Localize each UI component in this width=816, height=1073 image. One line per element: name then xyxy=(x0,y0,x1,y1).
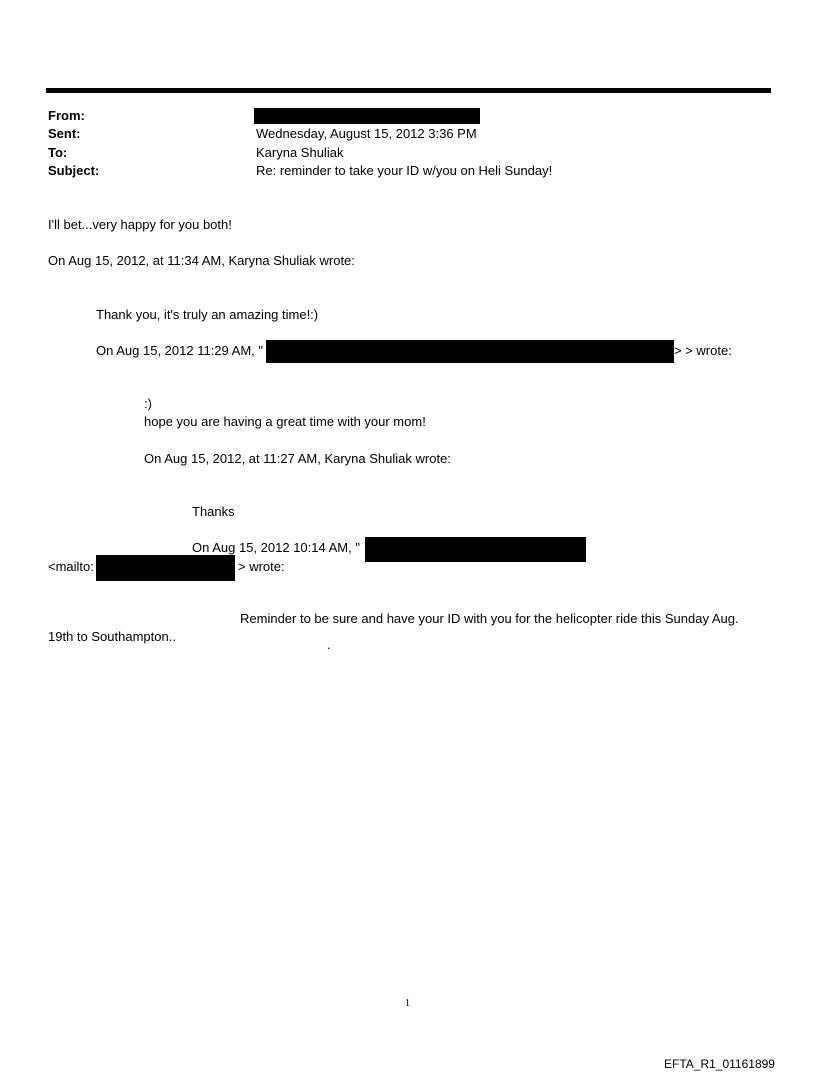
document-id: EFTA_R1_01161899 xyxy=(664,1057,775,1071)
to-value: Karyna Shuliak xyxy=(256,145,344,160)
quote3-header: On Aug 15, 2012, at 11:27 AM, Karyna Shuliak wrote: xyxy=(144,451,451,466)
header-rule xyxy=(46,88,771,93)
to-label: To: xyxy=(48,145,68,160)
subject-value: Re: reminder to take your ID w/you on Heli Sunday! xyxy=(256,163,553,178)
reminder-line2: 19th to Southampton.. xyxy=(48,629,176,644)
quote4-mailto: <mailto: xyxy=(48,559,94,574)
reminder-line1: Reminder to be sure and have your ID with you for the helicopter ride this Sunday Aug. xyxy=(240,611,739,626)
from-label: From: xyxy=(48,108,85,123)
quote1-text: Thank you, it's truly an amazing time!:) xyxy=(96,307,319,322)
sent-value: Wednesday, August 15, 2012 3:36 PM xyxy=(256,126,477,141)
quote2-line2: hope you are having a great time with your mom! xyxy=(144,414,426,429)
quote2-line1: :) xyxy=(144,396,152,411)
quote4-wrote: > wrote: xyxy=(238,559,285,574)
redacted-sender xyxy=(254,108,480,124)
stray-dot: . xyxy=(327,637,331,652)
subject-label: Subject: xyxy=(48,163,100,178)
redacted-quote4-sender xyxy=(365,537,586,562)
quote3-text: Thanks xyxy=(192,504,235,519)
redacted-quote2-sender xyxy=(266,340,674,363)
quote2-header-prefix: On Aug 15, 2012 11:29 AM, " xyxy=(96,343,263,358)
sent-label: Sent: xyxy=(48,126,81,141)
quote2-header-suffix: > > wrote: xyxy=(674,343,732,358)
quote4-header-prefix: On Aug 15, 2012 10:14 AM, " xyxy=(192,540,360,555)
reply-line: I'll bet...very happy for you both! xyxy=(48,217,232,232)
redacted-mailto-address xyxy=(96,555,235,581)
quote1-header: On Aug 15, 2012, at 11:34 AM, Karyna Shuliak wrote: xyxy=(48,253,355,268)
page-number: 1 xyxy=(405,998,410,1009)
